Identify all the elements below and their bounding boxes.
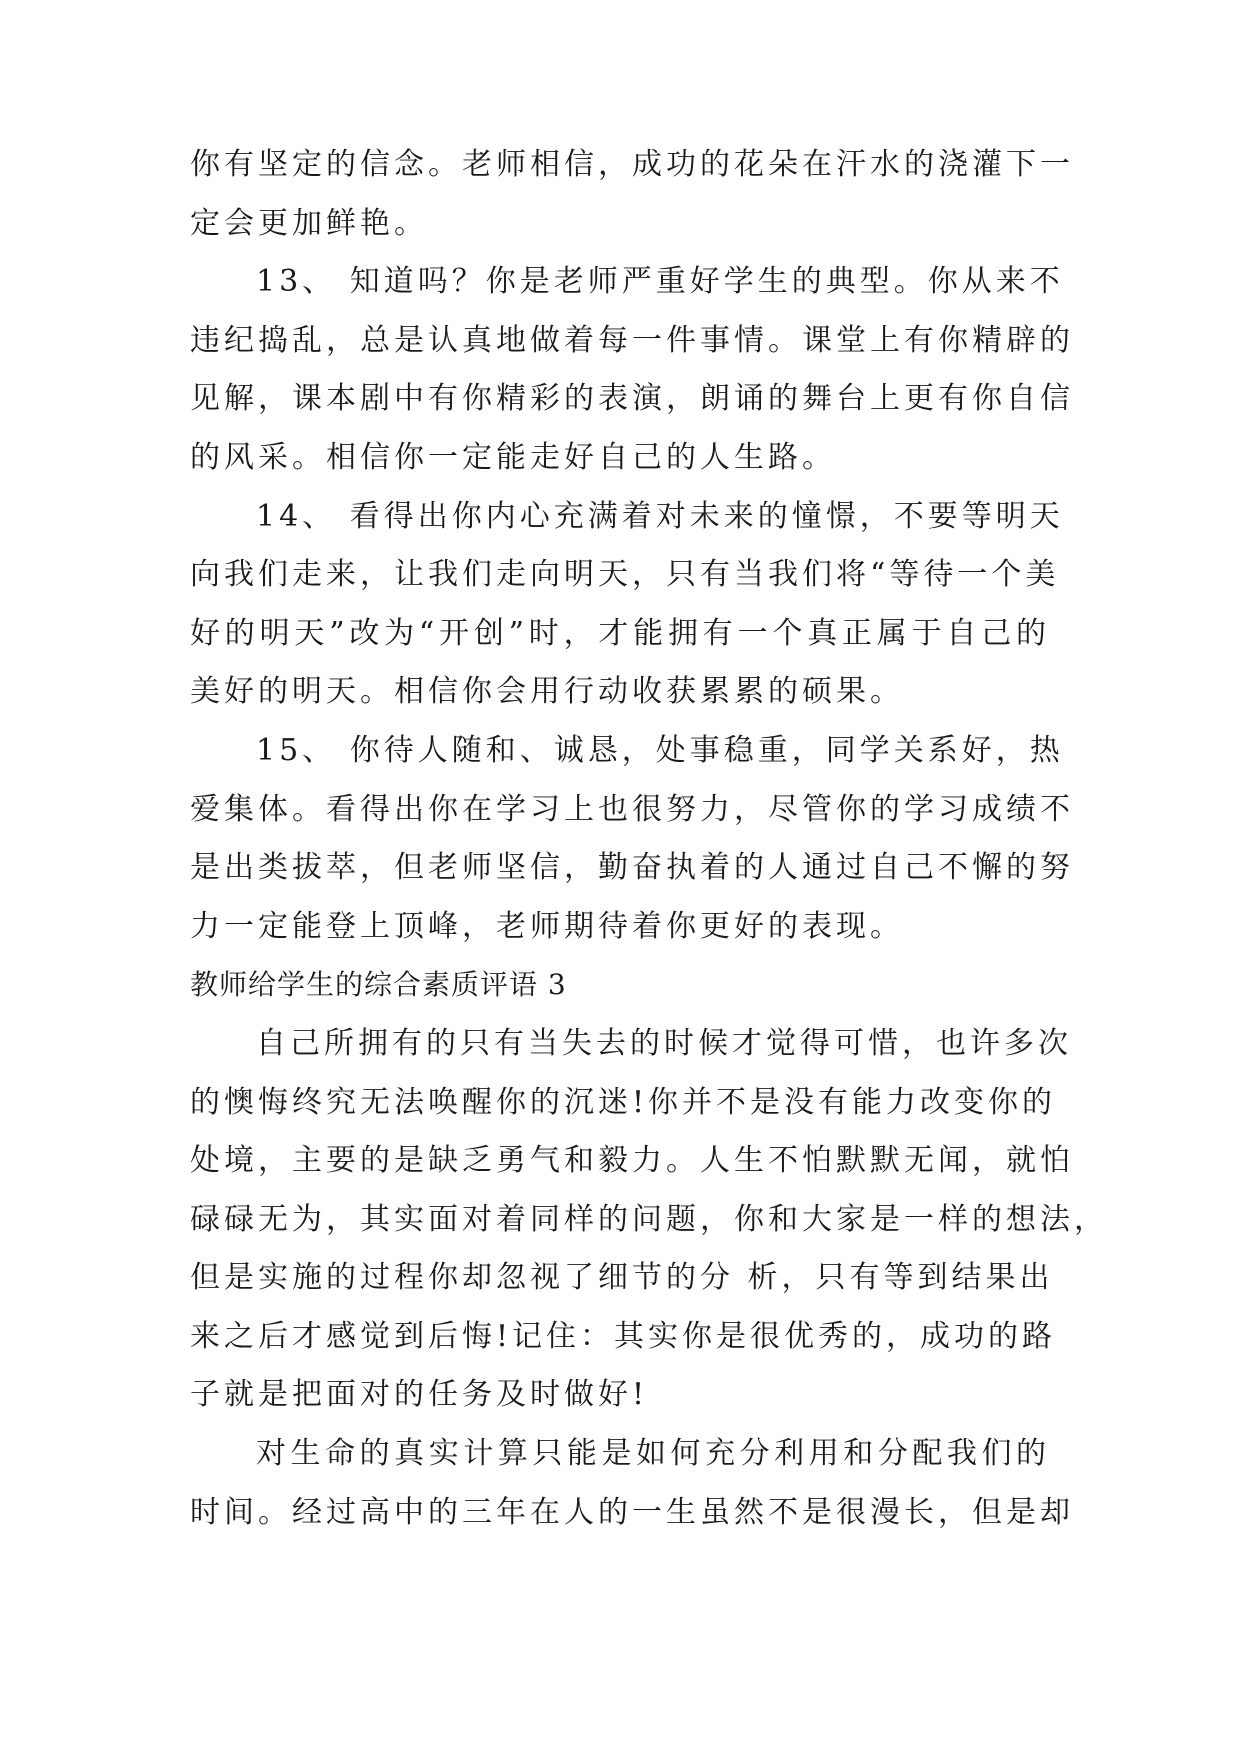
text-line: 见解，课本剧中有你精彩的表演，朗诵的舞台上更有你自信 (190, 381, 1074, 417)
text-line: 的懊悔终究无法唤醒你的沉迷!你并不是没有能力改变你的 (190, 1084, 1057, 1120)
text-line: 向我们走来，让我们走向明天，只有当我们将“等待一个美 (190, 557, 1060, 593)
text-line: 子就是把面对的任务及时做好! (190, 1377, 649, 1413)
text-line: 定会更加鲜艳。 (190, 205, 428, 241)
text-line: 碌碌无为，其实面对着同样的问题，你和大家是一样的想法， (190, 1201, 1108, 1237)
text-line: 你有坚定的信念。老师相信，成功的花朵在汗水的浇灌下一 (190, 147, 1074, 182)
text-line: 处境，主要的是缺乏勇气和毅力。人生不怕默默无闻，就怕 (190, 1143, 1074, 1179)
text-line: 自己所拥有的只有当失去的时候才觉得可惜，也许多次 (256, 1025, 1072, 1061)
text-line: 力一定能登上顶峰，老师期待着你更好的表现。 (190, 908, 904, 944)
section-heading: 教师给学生的综合素质评语 3 (190, 968, 567, 1002)
text-line: 14、 看得出你内心充满着对未来的憧憬，不要等明天 (256, 498, 1064, 534)
text-line: 美好的明天。相信你会用行动收获累累的硕果。 (190, 674, 904, 710)
text-line: 13、 知道吗？你是老师严重好学生的典型。你从来不 (256, 264, 1064, 300)
text-line: 对生命的真实计算只能是如何充分利用和分配我们的 (256, 1436, 1050, 1472)
document-page (190, 136, 1108, 1542)
text-line: 违纪捣乱，总是认真地做着每一件事情。课堂上有你精辟的 (190, 322, 1074, 358)
text-line: 时间。经过高中的三年在人的一生虽然不是很漫长，但是却 (190, 1494, 1074, 1530)
text-line: 15、 你待人随和、诚恳，处事稳重，同学关系好，热 (256, 732, 1064, 768)
text-line: 但是实施的过程你却忽视了细节的分 析，只有等到结果出 (190, 1260, 1054, 1296)
text-line: 好的明天”改为“开创”时，才能拥有一个真正属于自己的 (190, 615, 1050, 651)
text-line: 是出类拔萃，但老师坚信，勤奋执着的人通过自己不懈的努 (190, 850, 1074, 886)
text-line: 来之后才感觉到后悔!记住：其实你是很优秀的，成功的路 (190, 1318, 1057, 1354)
text-line: 的风采。相信你一定能走好自己的人生路。 (190, 439, 836, 475)
text-line: 爱集体。看得出你在学习上也很努力，尽管你的学习成绩不 (190, 791, 1074, 827)
